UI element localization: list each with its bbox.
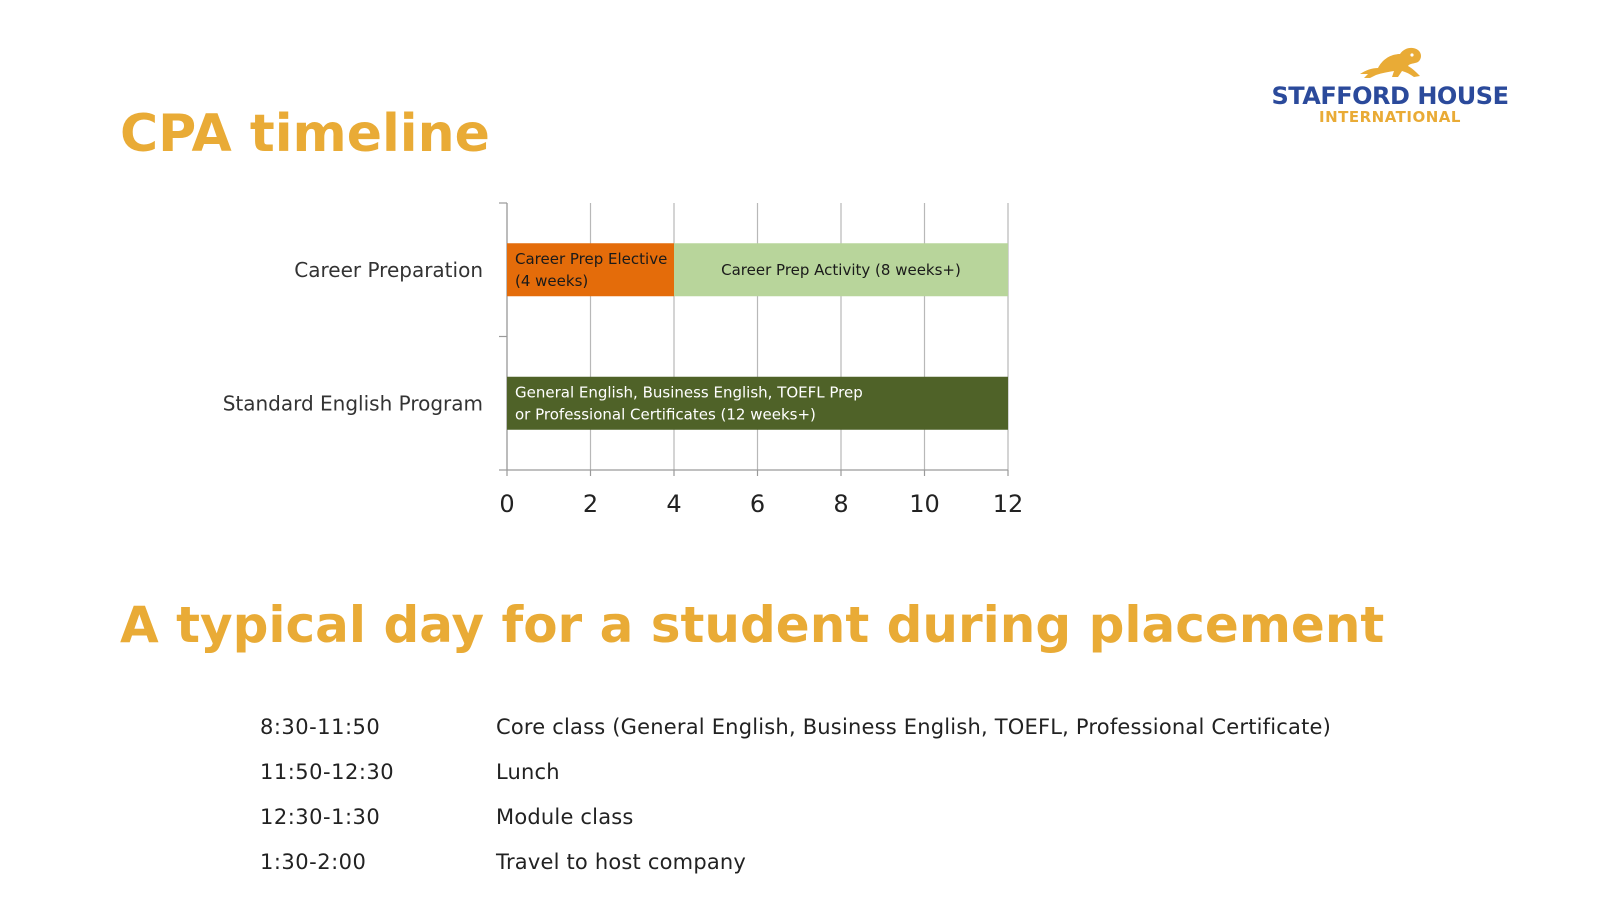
x-tick-label: 4	[666, 490, 682, 518]
x-tick-label: 6	[749, 490, 766, 518]
x-tick-label: 10	[909, 490, 940, 518]
bar-label: Career Prep Activity (8 weeks+)	[721, 260, 961, 279]
category-label: Career Preparation	[294, 257, 483, 282]
logo-text-primary: STAFFORD HOUSE	[1271, 82, 1509, 110]
bar-label: Career Prep Elective	[515, 249, 668, 268]
section-title: A typical day for a student during placement	[120, 596, 1385, 654]
schedule-row	[260, 712, 1331, 757]
schedule-time: 8:30-11:50	[260, 715, 381, 739]
schedule-row	[260, 847, 1331, 892]
category-label: Standard English Program	[222, 391, 483, 416]
schedule-time: 1:30-2:00	[260, 850, 367, 874]
x-tick-label: 0	[499, 490, 515, 518]
schedule-time: 12:30-1:30	[260, 805, 381, 829]
x-tick-label: 8	[833, 490, 849, 518]
schedule-activity: Core class (General English, Business English, TOEFL, Professional Certificate)	[496, 715, 1332, 739]
schedule-activity: Lunch	[496, 760, 560, 784]
schedule-activity: Travel to host company	[496, 850, 747, 874]
bar-label: (4 weeks)	[515, 271, 589, 290]
bar-label: or Professional Certificates (12 weeks+)	[515, 405, 816, 424]
x-tick-label: 2	[582, 490, 599, 518]
schedule-row	[260, 757, 1331, 802]
x-tick-label: 12	[992, 490, 1024, 518]
schedule-row	[260, 802, 1331, 847]
daily-schedule	[260, 712, 1331, 892]
bar-label: General English, Business English, TOEFL Prep	[515, 383, 863, 402]
page-title: CPA timeline	[120, 104, 490, 164]
schedule-time: 11:50-12:30	[260, 760, 395, 784]
logo-text-secondary: INTERNATIONAL	[1319, 108, 1461, 126]
schedule-activity: Module class	[496, 805, 634, 829]
